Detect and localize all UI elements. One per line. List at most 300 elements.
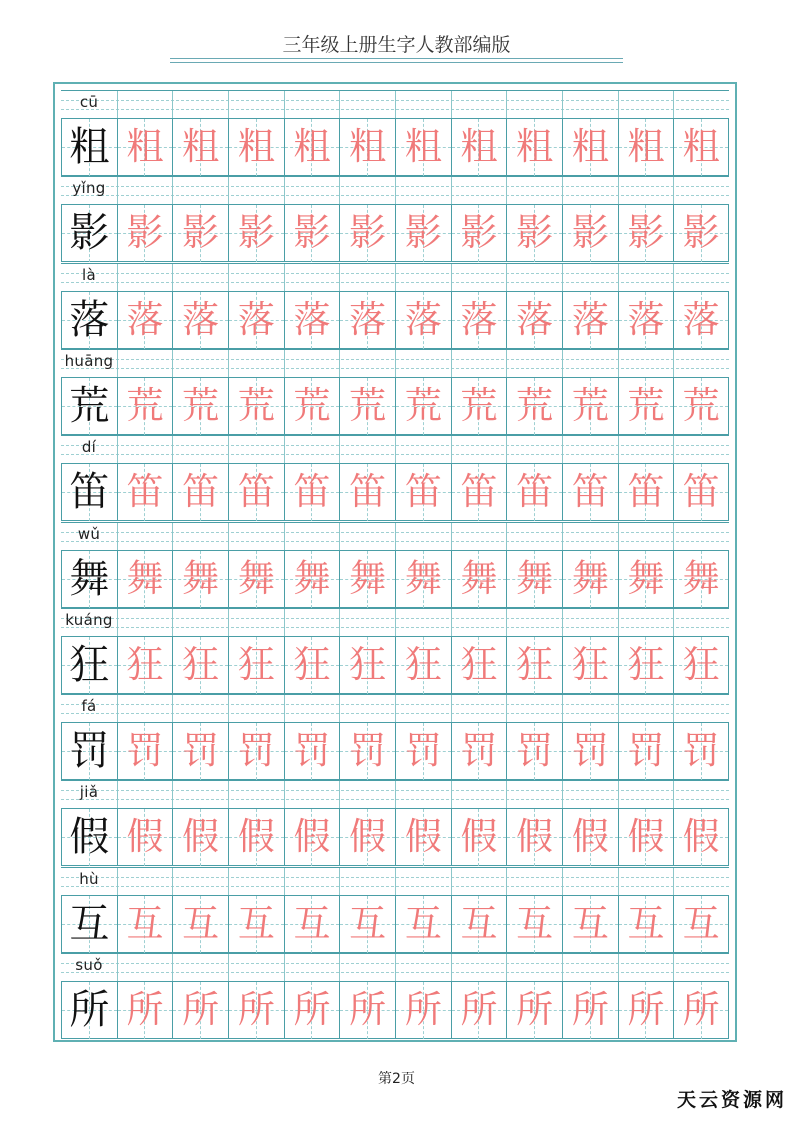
trace-character: 荒 <box>682 383 720 427</box>
trace-character: 粗 <box>404 125 442 168</box>
trace-char-cell <box>562 896 618 953</box>
pinyin-label: hù <box>79 869 99 888</box>
trace-char-cell <box>506 637 562 694</box>
model-character: 假 <box>69 814 110 861</box>
model-character: 罚 <box>69 728 110 775</box>
trace-char-cell <box>506 809 562 866</box>
trace-character: 荒 <box>571 383 609 427</box>
title-underline-2 <box>170 62 623 63</box>
model-char-cell <box>61 464 117 521</box>
pinyin-band <box>61 176 729 204</box>
trace-character: 笛 <box>571 470 609 514</box>
trace-character: 假 <box>571 815 609 859</box>
trace-char-cell <box>506 205 562 262</box>
trace-character: 互 <box>404 901 442 945</box>
trace-char-cell <box>618 464 674 521</box>
trace-char-cell <box>117 982 173 1039</box>
trace-character: 荒 <box>460 383 498 427</box>
pinyin-band <box>61 608 729 636</box>
trace-character: 粗 <box>516 125 554 168</box>
practice-row <box>61 435 729 521</box>
trace-char-cell <box>228 809 284 866</box>
model-character: 荒 <box>69 382 110 429</box>
trace-character: 狂 <box>682 642 720 686</box>
trace-character: 罚 <box>293 729 331 773</box>
model-character: 舞 <box>69 555 110 602</box>
trace-character: 粗 <box>571 125 609 168</box>
trace-char-cell <box>172 982 228 1039</box>
trace-character: 互 <box>126 901 164 945</box>
trace-character: 假 <box>404 815 442 859</box>
trace-char-cell <box>172 378 228 435</box>
practice-row <box>61 176 729 262</box>
trace-character: 荒 <box>237 383 275 427</box>
trace-character: 粗 <box>237 125 275 168</box>
page-title: 三年级上册生字人教部编版 <box>282 34 511 56</box>
trace-character: 笛 <box>404 470 442 514</box>
trace-char-cell <box>673 809 729 866</box>
trace-char-cell <box>451 205 507 262</box>
trace-char-cell <box>506 982 562 1039</box>
pinyin-band <box>61 349 729 377</box>
trace-character: 粗 <box>293 125 331 168</box>
trace-char-cell <box>228 637 284 694</box>
trace-character: 落 <box>516 297 554 341</box>
trace-character: 粗 <box>627 125 665 168</box>
trace-character: 假 <box>126 815 164 859</box>
pinyin-label: yǐng <box>72 179 106 198</box>
trace-char-cell <box>117 119 173 176</box>
trace-character: 假 <box>627 815 665 859</box>
trace-char-cell <box>228 464 284 521</box>
tian-grid-row <box>61 981 729 1039</box>
trace-char-cell <box>618 119 674 176</box>
practice-row <box>61 694 729 780</box>
trace-character: 笛 <box>182 470 220 514</box>
trace-char-cell <box>618 637 674 694</box>
trace-char-cell <box>284 982 340 1039</box>
trace-char-cell <box>673 637 729 694</box>
trace-char-cell <box>172 896 228 953</box>
trace-character: 所 <box>571 988 609 1031</box>
model-character: 粗 <box>69 124 110 170</box>
model-char-cell <box>61 378 117 435</box>
trace-char-cell <box>117 378 173 435</box>
trace-character: 狂 <box>237 642 275 686</box>
pinyin-label: là <box>82 265 96 284</box>
practice-row <box>61 90 729 176</box>
trace-char-cell <box>228 896 284 953</box>
trace-character: 落 <box>571 297 609 341</box>
trace-character: 影 <box>627 211 665 255</box>
trace-char-cell <box>339 723 395 780</box>
trace-char-cell <box>451 292 507 349</box>
trace-character: 假 <box>293 815 331 859</box>
trace-character: 落 <box>182 297 220 341</box>
trace-character: 荒 <box>627 383 665 427</box>
trace-char-cell <box>451 896 507 953</box>
trace-char-cell <box>451 637 507 694</box>
trace-character: 落 <box>404 297 442 341</box>
model-character: 互 <box>69 900 110 947</box>
trace-character: 互 <box>349 901 387 945</box>
trace-char-cell <box>117 464 173 521</box>
trace-char-cell <box>673 464 729 521</box>
trace-character: 笛 <box>682 470 720 514</box>
trace-char-cell <box>673 292 729 349</box>
trace-character: 笛 <box>627 470 665 514</box>
trace-character: 狂 <box>182 642 220 686</box>
trace-character: 互 <box>460 901 498 945</box>
trace-char-cell <box>339 119 395 176</box>
trace-char-cell <box>228 119 284 176</box>
trace-char-cell <box>172 723 228 780</box>
model-character: 所 <box>69 987 110 1033</box>
trace-character: 狂 <box>571 642 609 686</box>
trace-char-cell <box>506 551 562 608</box>
trace-character: 罚 <box>404 729 442 773</box>
trace-character: 笛 <box>460 470 498 514</box>
trace-character: 舞 <box>516 556 554 600</box>
trace-character: 落 <box>682 297 720 341</box>
trace-character: 互 <box>237 901 275 945</box>
trace-char-cell <box>117 551 173 608</box>
trace-character: 假 <box>460 815 498 859</box>
trace-character: 舞 <box>349 556 387 600</box>
trace-char-cell <box>451 982 507 1039</box>
trace-character: 假 <box>516 815 554 859</box>
model-character: 狂 <box>69 641 110 688</box>
trace-character: 假 <box>349 815 387 859</box>
trace-char-cell <box>284 551 340 608</box>
trace-character: 所 <box>682 988 720 1031</box>
trace-character: 狂 <box>349 642 387 686</box>
trace-char-cell <box>284 809 340 866</box>
trace-char-cell <box>339 551 395 608</box>
trace-character: 所 <box>182 988 220 1031</box>
trace-character: 互 <box>182 901 220 945</box>
trace-character: 落 <box>293 297 331 341</box>
trace-character: 粗 <box>349 125 387 168</box>
trace-char-cell <box>339 982 395 1039</box>
tian-grid-row <box>61 722 729 780</box>
trace-char-cell <box>395 292 451 349</box>
trace-char-cell <box>339 637 395 694</box>
trace-character: 互 <box>516 901 554 945</box>
pinyin-band <box>61 263 729 291</box>
trace-char-cell <box>618 292 674 349</box>
tian-grid-row <box>61 895 729 953</box>
title-underline <box>170 58 623 59</box>
trace-char-cell <box>117 292 173 349</box>
model-character: 影 <box>69 210 110 257</box>
trace-char-cell <box>562 551 618 608</box>
trace-character: 所 <box>237 988 275 1031</box>
trace-char-cell <box>228 551 284 608</box>
trace-char-cell <box>451 809 507 866</box>
trace-char-cell <box>172 205 228 262</box>
trace-char-cell <box>451 119 507 176</box>
pinyin-label: huāng <box>64 351 114 370</box>
trace-char-cell <box>618 982 674 1039</box>
trace-char-cell <box>451 464 507 521</box>
trace-char-cell <box>339 896 395 953</box>
trace-char-cell <box>395 723 451 780</box>
trace-character: 影 <box>682 211 720 255</box>
practice-row <box>61 522 729 608</box>
trace-char-cell <box>562 982 618 1039</box>
trace-character: 舞 <box>404 556 442 600</box>
trace-character: 罚 <box>126 729 164 773</box>
trace-char-cell <box>618 896 674 953</box>
trace-character: 粗 <box>682 125 720 168</box>
trace-char-cell <box>172 551 228 608</box>
trace-char-cell <box>284 378 340 435</box>
trace-char-cell <box>562 205 618 262</box>
trace-character: 落 <box>460 297 498 341</box>
trace-character: 落 <box>627 297 665 341</box>
trace-char-cell <box>117 809 173 866</box>
trace-char-cell <box>284 896 340 953</box>
trace-character: 影 <box>571 211 609 255</box>
trace-char-cell <box>172 809 228 866</box>
trace-character: 荒 <box>516 383 554 427</box>
trace-character: 假 <box>182 815 220 859</box>
trace-char-cell <box>395 551 451 608</box>
trace-character: 狂 <box>126 642 164 686</box>
pinyin-band <box>61 694 729 722</box>
model-char-cell <box>61 119 117 176</box>
trace-char-cell <box>395 378 451 435</box>
trace-character: 罚 <box>627 729 665 773</box>
pinyin-band <box>61 522 729 550</box>
trace-char-cell <box>451 378 507 435</box>
practice-row <box>61 780 729 866</box>
trace-char-cell <box>451 551 507 608</box>
trace-character: 舞 <box>460 556 498 600</box>
model-character: 笛 <box>69 469 110 516</box>
trace-char-cell <box>228 292 284 349</box>
trace-char-cell <box>395 982 451 1039</box>
trace-character: 所 <box>516 988 554 1031</box>
pinyin-label: cū <box>79 93 99 111</box>
tian-grid-row <box>61 377 729 435</box>
trace-character: 粗 <box>182 125 220 168</box>
trace-char-cell <box>284 637 340 694</box>
trace-character: 落 <box>237 297 275 341</box>
model-char-cell <box>61 292 117 349</box>
trace-character: 影 <box>460 211 498 255</box>
trace-char-cell <box>172 119 228 176</box>
trace-char-cell <box>562 464 618 521</box>
trace-char-cell <box>506 896 562 953</box>
practice-row <box>61 349 729 435</box>
trace-character: 影 <box>404 211 442 255</box>
trace-char-cell <box>618 723 674 780</box>
trace-char-cell <box>284 292 340 349</box>
trace-character: 影 <box>349 211 387 255</box>
trace-character: 荒 <box>293 383 331 427</box>
trace-char-cell <box>562 119 618 176</box>
tian-grid-row <box>61 550 729 608</box>
trace-character: 舞 <box>682 556 720 600</box>
practice-row <box>61 867 729 953</box>
pinyin-label: fá <box>81 697 97 716</box>
page-number: 第2页 <box>378 1071 415 1087</box>
pinyin-label: suǒ <box>75 956 103 974</box>
trace-char-cell <box>506 723 562 780</box>
trace-char-cell <box>228 723 284 780</box>
trace-char-cell <box>339 809 395 866</box>
model-char-cell <box>61 205 117 262</box>
trace-character: 所 <box>349 988 387 1031</box>
trace-char-cell <box>117 896 173 953</box>
trace-char-cell <box>395 896 451 953</box>
trace-character: 荒 <box>349 383 387 427</box>
trace-character: 互 <box>571 901 609 945</box>
trace-char-cell <box>618 809 674 866</box>
model-character: 落 <box>69 296 110 343</box>
trace-char-cell <box>562 723 618 780</box>
trace-character: 荒 <box>126 383 164 427</box>
trace-char-cell <box>339 205 395 262</box>
trace-char-cell <box>618 205 674 262</box>
trace-char-cell <box>673 896 729 953</box>
trace-character: 罚 <box>237 729 275 773</box>
trace-character: 舞 <box>293 556 331 600</box>
trace-char-cell <box>395 464 451 521</box>
trace-character: 影 <box>293 211 331 255</box>
trace-char-cell <box>506 119 562 176</box>
pinyin-band <box>61 90 729 118</box>
trace-character: 狂 <box>404 642 442 686</box>
trace-char-cell <box>506 378 562 435</box>
model-char-cell <box>61 637 117 694</box>
trace-character: 影 <box>516 211 554 255</box>
trace-character: 荒 <box>182 383 220 427</box>
trace-character: 狂 <box>460 642 498 686</box>
trace-character: 落 <box>349 297 387 341</box>
trace-character: 所 <box>404 988 442 1031</box>
trace-character: 影 <box>126 211 164 255</box>
trace-char-cell <box>562 292 618 349</box>
trace-character: 假 <box>237 815 275 859</box>
trace-char-cell <box>339 378 395 435</box>
trace-character: 影 <box>182 211 220 255</box>
trace-char-cell <box>172 637 228 694</box>
pinyin-band <box>61 435 729 463</box>
pinyin-label: kuáng <box>65 610 113 629</box>
trace-char-cell <box>562 378 618 435</box>
trace-character: 互 <box>627 901 665 945</box>
trace-char-cell <box>172 292 228 349</box>
trace-character: 粗 <box>460 125 498 168</box>
trace-character: 笛 <box>293 470 331 514</box>
trace-char-cell <box>673 119 729 176</box>
trace-char-cell <box>284 119 340 176</box>
trace-character: 舞 <box>126 556 164 600</box>
trace-char-cell <box>339 292 395 349</box>
trace-character: 影 <box>237 211 275 255</box>
practice-row <box>61 953 729 1039</box>
pinyin-band <box>61 867 729 895</box>
trace-character: 粗 <box>126 125 164 168</box>
pinyin-band <box>61 780 729 808</box>
trace-char-cell <box>562 809 618 866</box>
trace-char-cell <box>506 464 562 521</box>
trace-character: 舞 <box>237 556 275 600</box>
pinyin-label: jiǎ <box>79 783 99 802</box>
pinyin-label: dí <box>81 438 97 457</box>
trace-character: 狂 <box>293 642 331 686</box>
trace-character: 笛 <box>237 470 275 514</box>
model-char-cell <box>61 896 117 953</box>
tian-grid-row <box>61 463 729 521</box>
trace-char-cell <box>284 205 340 262</box>
trace-char-cell <box>395 205 451 262</box>
tian-grid-row <box>61 808 729 866</box>
trace-character: 舞 <box>182 556 220 600</box>
practice-row <box>61 608 729 694</box>
model-char-cell <box>61 723 117 780</box>
trace-character: 罚 <box>516 729 554 773</box>
trace-char-cell <box>673 205 729 262</box>
trace-character: 所 <box>293 988 331 1031</box>
trace-char-cell <box>117 637 173 694</box>
trace-char-cell <box>673 378 729 435</box>
pinyin-label: wǔ <box>77 524 101 543</box>
trace-char-cell <box>451 723 507 780</box>
tian-grid-row <box>61 204 729 262</box>
trace-character: 互 <box>682 901 720 945</box>
model-char-cell <box>61 551 117 608</box>
tian-grid-row <box>61 118 729 176</box>
trace-char-cell <box>673 723 729 780</box>
trace-char-cell <box>172 464 228 521</box>
trace-character: 舞 <box>627 556 665 600</box>
trace-character: 所 <box>126 988 164 1031</box>
trace-char-cell <box>339 464 395 521</box>
trace-character: 罚 <box>182 729 220 773</box>
trace-char-cell <box>673 982 729 1039</box>
trace-character: 罚 <box>349 729 387 773</box>
trace-char-cell <box>395 809 451 866</box>
trace-character: 所 <box>627 988 665 1031</box>
model-char-cell <box>61 982 117 1039</box>
watermark-logo: 天云资源网 <box>676 1089 787 1111</box>
trace-character: 罚 <box>460 729 498 773</box>
trace-char-cell <box>284 464 340 521</box>
trace-char-cell <box>117 205 173 262</box>
trace-char-cell <box>228 378 284 435</box>
trace-character: 互 <box>293 901 331 945</box>
trace-char-cell <box>506 292 562 349</box>
trace-character: 落 <box>126 297 164 341</box>
tian-grid-row <box>61 291 729 349</box>
trace-character: 假 <box>682 815 720 859</box>
trace-character: 舞 <box>571 556 609 600</box>
trace-character: 笛 <box>349 470 387 514</box>
model-char-cell <box>61 809 117 866</box>
trace-char-cell <box>395 119 451 176</box>
trace-char-cell <box>228 205 284 262</box>
trace-character: 荒 <box>404 383 442 427</box>
trace-char-cell <box>228 982 284 1039</box>
trace-character: 罚 <box>571 729 609 773</box>
trace-character: 所 <box>460 988 498 1031</box>
trace-char-cell <box>562 637 618 694</box>
tian-grid-row <box>61 636 729 694</box>
